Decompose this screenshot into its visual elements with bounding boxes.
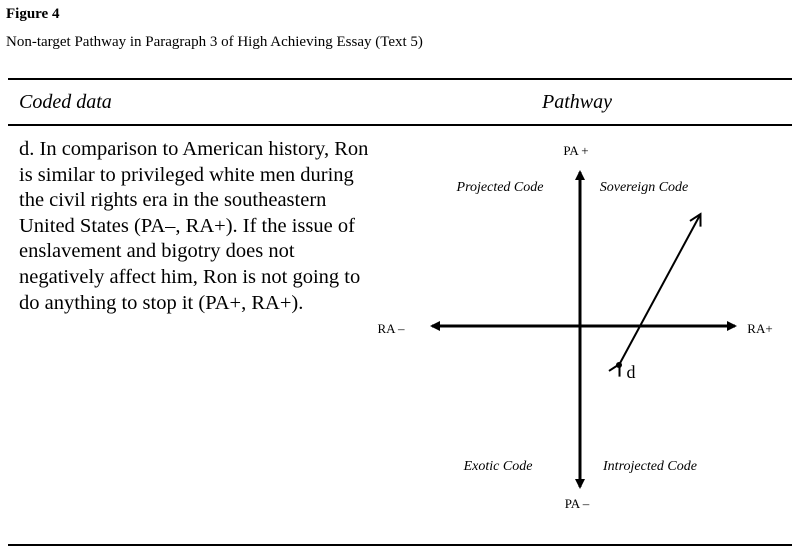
axis-label-pa-minus: PA – (564, 496, 590, 511)
coded-data-text: d. In comparison to American history, Ron is similar to privileged white men during the civil rights era in the southeastern United States (PA–, RA+). If the issue of enslavement and bigotry does not negatively affect him, Ron is not going to do anything to stop it (PA+, RA+). (19, 138, 369, 314)
table-bottom-rule (8, 544, 792, 546)
figure-label: Figure 4 (6, 6, 60, 22)
column-header-pathway: Pathway (542, 91, 612, 113)
quadrant-label-exotic-code: Exotic Code (463, 459, 533, 474)
figure-caption: Non-target Pathway in Paragraph 3 of High Achieving Essay (Text 5) (6, 34, 423, 50)
quadrant-label-projected-code: Projected Code (456, 180, 544, 195)
axis-label-pa-plus: PA + (563, 143, 589, 158)
axis-label-ra-plus: RA+ (747, 321, 773, 336)
column-header-coded-data: Coded data (19, 91, 112, 113)
quadrant-label-sovereign-code: Sovereign Code (599, 180, 689, 195)
point-d-label: d (626, 362, 636, 382)
pathway-arrow (619, 215, 700, 365)
quadrant-label-introjected-code: Introjected Code (603, 459, 697, 474)
axis-label-ra-minus: RA – (377, 321, 405, 336)
point-d-dot (616, 362, 622, 368)
